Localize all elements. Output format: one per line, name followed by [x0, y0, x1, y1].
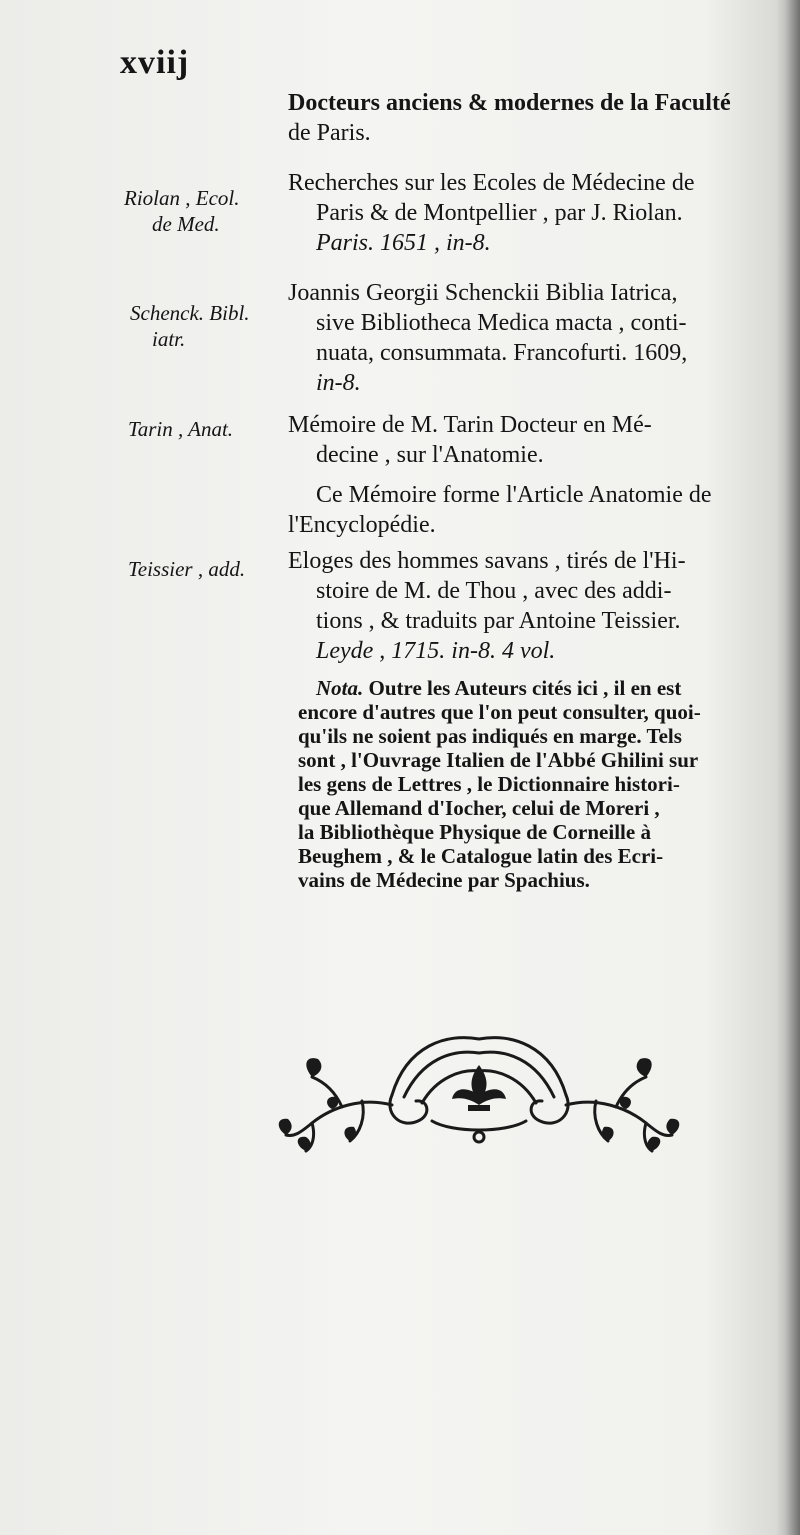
- margin-note-line: Teissier , add.: [128, 557, 246, 581]
- margin-note-line: Tarin , Anat.: [128, 417, 234, 441]
- nota-line: sont , l'Ouvrage Italien de l'Abbé Ghilini sur: [298, 748, 699, 772]
- margin-note-schenck: [130, 300, 250, 352]
- nota-line: que Allemand d'Iocher, celui de Moreri ,: [298, 796, 660, 820]
- nota-line: vains de Médecine par Spachius.: [298, 868, 590, 892]
- margin-note-riolan: [124, 185, 239, 237]
- section-heading: [288, 88, 748, 148]
- floral-ornament-icon: [272, 1025, 686, 1153]
- entry-line: tions , & traduits par Antoine Teissier.: [316, 608, 681, 634]
- nota-line: qu'ils ne soient pas indiqués en marge. Tels: [298, 724, 682, 748]
- margin-note-tarin: [128, 416, 233, 442]
- entry-line: in-8.: [316, 370, 361, 396]
- entry-note: [288, 480, 748, 540]
- entry-tarin: [288, 410, 748, 470]
- entry-teissier: [288, 546, 748, 666]
- entry-line: Paris. 1651 , in-8.: [316, 230, 491, 256]
- nota-line: Outre les Auteurs cités ici , il en est: [368, 676, 682, 700]
- nota-line: les gens de Lettres , le Dictionnaire histori-: [298, 772, 680, 796]
- nota-line: la Bibliothèque Physique de Corneille à: [298, 820, 651, 844]
- page-number: xviij: [120, 44, 190, 81]
- entry-line: Joannis Georgii Schenckii Biblia Iatrica,: [288, 280, 678, 306]
- margin-note-teissier: [128, 556, 245, 582]
- entry-line: Ce Mémoire forme l'Article Anatomie de: [316, 482, 712, 508]
- margin-note-line: Schenck. Bibl.: [130, 301, 250, 325]
- entry-line: nuata, consummata. Francofurti. 1609,: [316, 340, 688, 366]
- entry-line: Leyde , 1715. in-8. 4 vol.: [316, 638, 556, 664]
- entry-line: decine , sur l'Anatomie.: [316, 442, 544, 468]
- entry-line: Eloges des hommes savans , tirés de l'Hi-: [288, 548, 686, 574]
- entry-schenck: [288, 278, 748, 398]
- nota-label: Nota.: [316, 676, 364, 700]
- heading-line: de Paris.: [288, 120, 371, 146]
- margin-note-line: de Med.: [152, 212, 220, 236]
- heading-line: Docteurs anciens & modernes de la Faculté: [288, 90, 731, 116]
- margin-note-line: Riolan , Ecol.: [124, 186, 240, 210]
- page-gutter-shadow: [786, 0, 800, 1535]
- entry-line: sive Bibliotheca Medica macta , conti-: [316, 310, 687, 336]
- entry-line: stoire de M. de Thou , avec des addi-: [316, 578, 672, 604]
- entry-line: Paris & de Montpellier , par J. Riolan.: [316, 200, 683, 226]
- entry-line: l'Encyclopédie.: [288, 512, 436, 538]
- entry-line: Mémoire de M. Tarin Docteur en Mé-: [288, 412, 652, 438]
- nota-line: encore d'autres que l'on peut consulter, quoi-: [298, 700, 701, 724]
- margin-note-line: iatr.: [152, 327, 186, 351]
- entry-riolan: [288, 168, 748, 258]
- nota-line: Beughem , & le Catalogue latin des Ecri-: [298, 844, 664, 868]
- entry-line: Recherches sur les Ecoles de Médecine de: [288, 170, 695, 196]
- nota-paragraph: [298, 676, 753, 892]
